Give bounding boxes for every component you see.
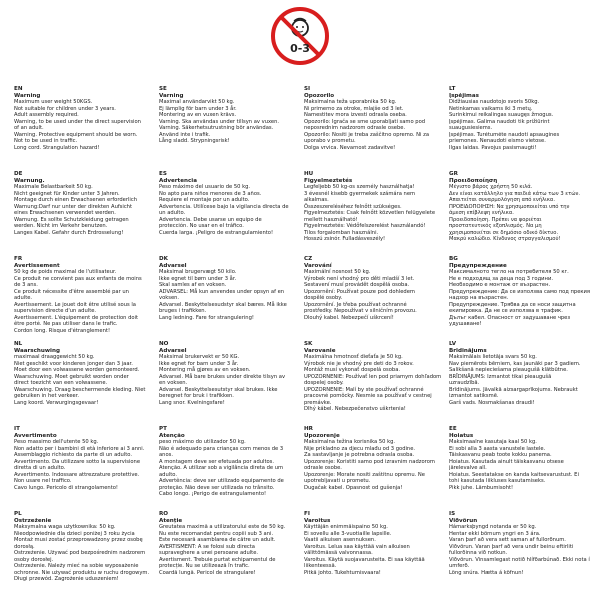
warning-text-line: No apto para niños menores de 3 años. bbox=[159, 190, 262, 197]
warning-text-line: Pikk juhe. Lämbumisoht! bbox=[449, 484, 514, 491]
warning-text-line: Za sastavljanje je potrebna odrasla osoba. bbox=[304, 452, 415, 458]
language-code: NO bbox=[159, 341, 169, 347]
warning-text-line: Coardă lungă. Pericol de strangulare! bbox=[159, 569, 256, 576]
warning-text-line: Waarschuwing. Draag beschermende kleding. Niet bbox=[14, 386, 146, 393]
warning-text-line: Необходимо е монтаж от възрастен. bbox=[449, 282, 551, 288]
warning-text-line: Löng snúra. Hætta á köfnun! bbox=[449, 569, 524, 576]
warning-text-line: Ostrzeżenie. Należy mieć na sobie wyposażenie bbox=[14, 563, 139, 569]
warning-text-line: Avertissement. Le jouet doit être utilisé sous la bbox=[14, 301, 136, 308]
warning-block-pt bbox=[159, 426, 304, 511]
warning-text-line: Nieodpowiednie dla dzieci poniżej 3 roku życia bbox=[14, 530, 135, 537]
warning-text-line: Varoitus. Leluа saa käyttää vain aikuisen bbox=[304, 543, 410, 550]
warning-text-line: Maksimālais lietotāja svars 50 kg. bbox=[449, 354, 537, 360]
warning-block-lv bbox=[449, 341, 594, 426]
warning-text-line: dorosłą. bbox=[14, 543, 35, 550]
warning-text-line: Maksimalna težina korisnika 50 kg. bbox=[304, 439, 396, 445]
language-code: HU bbox=[304, 171, 314, 177]
warning-text-line: Dugačak kabel. Opasnost od gušenja! bbox=[304, 484, 403, 491]
warning-text-line: Didžiausias naudotojo svoris 50kg. bbox=[449, 99, 540, 105]
language-code: PT bbox=[159, 426, 167, 432]
warning-text-line: Täiskasvanu peab toote kokku panema. bbox=[449, 452, 552, 458]
warning-title: Brīdinājums bbox=[449, 347, 487, 354]
warning-text-line: Long cord. Strangulation hazard! bbox=[14, 144, 100, 151]
warning-text-line: Namestitev mora izvesti odrasla oseba. bbox=[304, 112, 407, 118]
language-code: CZ bbox=[304, 256, 313, 262]
warning-title: Varoitus bbox=[304, 517, 331, 524]
warning-text-line: Montaż musi zostać przeprowadzony przez osobę bbox=[14, 537, 143, 543]
warning-text-line: prostředky. Nepoužívat v silničním provozu. bbox=[304, 308, 417, 314]
warning-text-line: Figyelmeztetés: Védőfelszerelést használandó! bbox=[304, 223, 426, 229]
warning-text-line: Maksimal brugervægt 50 kilo. bbox=[159, 269, 237, 275]
warning-text-line: Advertencia. Utilícese bajo la vigilancia directa de bbox=[159, 203, 289, 210]
warning-text-line: Warnung:Darf nur unter der direkten Aufsicht bbox=[14, 203, 132, 210]
warning-text-line: надзор на възрастен. bbox=[449, 295, 509, 301]
language-code: LV bbox=[449, 341, 457, 347]
warning-block-se bbox=[159, 86, 304, 171]
warning-text-line: Nu este recomandat pentru copiii sub 3 ani. bbox=[159, 530, 274, 537]
warning-grid bbox=[14, 86, 594, 596]
language-code: EN bbox=[14, 86, 23, 92]
warning-text-line: Vaatii aikuisen asennuksen. bbox=[304, 537, 376, 543]
language-code: IT bbox=[14, 426, 20, 432]
language-code: FI bbox=[304, 511, 310, 517]
warning-text-line: Non adatto per i bambini di età inferiore ai 3 anni. bbox=[14, 445, 145, 452]
warning-text-line: Legfeljebb 50 kg-os személy használhatja! bbox=[304, 184, 415, 190]
warning-text-line: Não é adequado para crianças com menos de 3 bbox=[159, 445, 284, 452]
warning-text-line: Výrobek není vhodný pro děti mladší 3 let. bbox=[304, 275, 415, 282]
warning-text-line: Este necesară asamblarea de către un adult. bbox=[159, 537, 276, 543]
warning-block-pl bbox=[14, 511, 159, 596]
language-code: BG bbox=[449, 256, 458, 262]
warning-text-line: Cabo longo. ¡Perigo de estrangulamento! bbox=[159, 491, 267, 497]
warning-text-line: järelevalve all. bbox=[449, 465, 487, 471]
warning-text-line: Įspėjimas. Galima naudoti tik prižiūrint bbox=[449, 118, 550, 125]
warning-text-line: Nav piemērots bērniem, kas jaunāki par 3 gadiem. bbox=[449, 360, 581, 367]
warning-text-line: Προειδοποίηση. Πρέπει να φοριέται bbox=[449, 216, 542, 223]
warning-text-line: Salikšanā nepieciešama pieaugušā klātbūtne. bbox=[449, 367, 568, 373]
warning-title: Avvertimento bbox=[14, 432, 57, 439]
language-code: HR bbox=[304, 426, 313, 432]
warning-text-line: Warnung. Es sollte Schutzkleidung getragen bbox=[14, 216, 129, 223]
warning-text-line: Ikke egnet for barn under 3 år. bbox=[159, 360, 239, 367]
warning-text-line: Non usare nel traffico. bbox=[14, 478, 72, 484]
warning-text-line: Garš vads. Nosmakšanas draudi! bbox=[449, 399, 535, 406]
warning-text-line: umferð. bbox=[449, 563, 470, 569]
age-label: 0-3 bbox=[290, 42, 310, 55]
warning-text-line: Advarsel. Beskyttelsesudstyr skal bæres. Må ikke bbox=[159, 301, 287, 308]
warning-text-line: en voksen. bbox=[159, 380, 188, 386]
warning-text-line: Nicht geeignet für Kinder unter 3 Jahren. bbox=[14, 190, 120, 197]
warning-block-es bbox=[159, 171, 304, 256]
warning-text-line: Ej lämplig för barn under 3 år. bbox=[159, 105, 237, 112]
warning-text-line: neposrednim nadzorom odrasle osebe. bbox=[304, 125, 406, 131]
warning-text-line: Ni primerno za otroke, mlajše od 3 let. bbox=[304, 105, 404, 112]
warning-text-line: Įspėjimas. Turėtumėte naudoti apsaugines bbox=[449, 131, 560, 138]
warning-text-line: Hoiatus. Kasutada ainult täiskasvanu otsese bbox=[449, 458, 564, 465]
warning-text-line: Avertissement. L'équipement de protection doit bbox=[14, 314, 139, 321]
warning-text-line: Upozornění. Je třeba používat ochranné bbox=[304, 301, 407, 308]
warning-text-line: Απαιτείται συναρμολόγηση από ενήλικα. bbox=[449, 197, 555, 203]
warning-text-line: ochronne. Nie używać produktu w ruchu drogowym. bbox=[14, 569, 150, 576]
warning-text-line: alkalmas. bbox=[304, 197, 329, 203]
warning-text-line: peso máximo do utilizador 50 kg. bbox=[159, 439, 246, 445]
not-suitable-for-children-0-3-icon bbox=[270, 6, 330, 66]
warning-text-line: werden. Nicht im Verkehr benutzen. bbox=[14, 223, 108, 229]
warning-text-line: AVERTISMENT: A se folosi sub directa bbox=[159, 543, 255, 550]
language-code: GR bbox=[449, 171, 458, 177]
language-code: FR bbox=[14, 256, 23, 262]
warning-text-line: Максималното тегло на потребителя 50 кг. bbox=[449, 269, 569, 275]
warning-text-line: Dlouhý kabel. Nebezpečí uškrcení! bbox=[304, 314, 394, 321]
warning-block-de bbox=[14, 171, 159, 256]
warning-title: Предупреждение bbox=[449, 262, 507, 269]
warning-text-line: Ikke egnet til børn under 3 år. bbox=[159, 275, 237, 282]
warning-text-line: Viðvörun. Vinsamlegast notið hlífðarbúnað. Ekki nota í bbox=[449, 556, 590, 563]
warning-text-line: de 3 ans. bbox=[14, 282, 38, 288]
warning-text-line: екипировка. Да не се използва в трафик. bbox=[449, 308, 563, 314]
warning-text-line: Montáž musí vykonať dospelá osoba. bbox=[304, 367, 401, 373]
warning-text-line: Adult assembly required. bbox=[14, 112, 79, 118]
warning-text-line: A montagem deve ser efetuada por adultos. bbox=[159, 458, 275, 465]
warning-text-line: άμεση επίβλεψη ενήλικα. bbox=[449, 210, 514, 216]
warning-title: Advarsel bbox=[159, 347, 187, 354]
warning-text-line: UPOZORNENIE: Používať len pod priamym dohľadom bbox=[304, 373, 442, 380]
warning-text-line: Ei sobi alla 3 aasta vanustele lastele. bbox=[449, 445, 546, 452]
warning-text-line: Maximale Belastbarkeit 50 kg. bbox=[14, 184, 93, 190]
warning-text-line: Dlhý kábel. Nebezpečenstvo uškrtenia! bbox=[304, 406, 406, 412]
warning-title: Προειδοποίηση bbox=[449, 177, 498, 184]
warning-block-gr bbox=[449, 171, 594, 256]
language-code: DK bbox=[159, 256, 168, 262]
warning-text-line: välittömässä valvonnassa. bbox=[304, 550, 373, 556]
language-code: SK bbox=[304, 341, 313, 347]
language-code: SI bbox=[304, 86, 311, 92]
warning-text-line: Langes Kabel. Gefahr durch Erdrosselung! bbox=[14, 229, 124, 236]
warning-text-line: odrasle osobe. bbox=[304, 465, 342, 471]
warning-title: Warning bbox=[14, 92, 41, 99]
warning-text-line: Maksimaalne kasutaja kaal 50 kg. bbox=[449, 439, 537, 445]
warning-text-line: χρησιμοποιείται σε δημόσιο οδικό δίκτυο. bbox=[449, 229, 559, 236]
warning-text-line: Advarsel. Må bare brukes under direkte tilsyn av bbox=[159, 373, 286, 380]
warning-text-line: Varan þarf að vera sett saman af fullorðnum. bbox=[449, 537, 566, 543]
warning-text-line: dospělé osoby. bbox=[304, 295, 343, 301]
warning-block-hr bbox=[304, 426, 449, 511]
warning-text-line: pracovné pomôcky. Nesmie sa používať v cestnej bbox=[304, 393, 432, 399]
warning-text-line: Avvertimento. Da utilizzare sotto la supervisione bbox=[14, 458, 141, 465]
warning-text-line: Opozorilo: Nositi je treba zaščitno opremo. Ni za bbox=[304, 131, 430, 138]
warning-text-line: Sestavení musí provádět dospělá osoba. bbox=[304, 282, 410, 288]
warning-block-bg bbox=[449, 256, 594, 341]
warning-block-si bbox=[304, 86, 449, 171]
warning-text-line: Opozorilo: Igrača se sme uporabljati samo pod bbox=[304, 118, 426, 125]
warning-title: Warnung. bbox=[14, 177, 45, 184]
warning-title: Upozorenje bbox=[304, 432, 340, 439]
warning-text-line: Maksymalna waga użytkownika: 50 kg. bbox=[14, 524, 116, 530]
warning-text-line: Atenção. A utilizar sob a vigilância direta de um bbox=[159, 465, 284, 471]
warning-text-line: Hentar ekki börnum yngri en 3 ára. bbox=[449, 530, 541, 537]
warning-text-line: protección. No usar en el tráfico. bbox=[159, 223, 244, 229]
warning-title: Opozorilo bbox=[304, 92, 335, 99]
warning-title: Viðvörun bbox=[449, 517, 478, 524]
warning-text-line: Käyttäjän enimmäispaino 50 kg. bbox=[304, 524, 388, 530]
warning-text-line: Hámarksþyngd notanda er 50 kg. bbox=[449, 524, 537, 530]
age-warning-icon bbox=[270, 6, 330, 66]
warning-text-line: Niet geschikt voor kinderen jonger dan 3 jaar. bbox=[14, 360, 133, 367]
warning-title: Figyelmeztetés bbox=[304, 177, 353, 184]
warning-block-hu bbox=[304, 171, 449, 256]
warning-text-line: upotrebljavati u prometu. bbox=[304, 478, 371, 484]
warning-text-line: προστατευτικός εξοπλισμός. Να μη bbox=[449, 223, 542, 229]
warning-text-line: Не е подходящ за деца под 3 години. bbox=[449, 275, 553, 282]
warning-text-line: Maximum user weight 50KGS. bbox=[14, 99, 93, 105]
warning-text-line: Montering må gjøres av en voksen. bbox=[159, 367, 251, 373]
warning-text-line: Warning, to be used under the direct supervision bbox=[14, 118, 141, 125]
warning-text-line: Varning. Säkerhetsutrustning bör användas. bbox=[159, 125, 274, 131]
warning-title: Advertencia bbox=[159, 177, 197, 184]
warning-text-line: Avertisment. Trebuie purtat echipamentul de bbox=[159, 556, 276, 563]
warning-text-line: Requiere el montaje por un adulto. bbox=[159, 197, 250, 203]
warning-text-line: Dolga vrvica. Nevarnost zadavitve! bbox=[304, 144, 396, 151]
warning-block-dk bbox=[159, 256, 304, 341]
language-code: SE bbox=[159, 86, 167, 92]
warning-block-it bbox=[14, 426, 159, 511]
warning-text-line: Maksimalna teža uporabnika 50 kg. bbox=[304, 99, 397, 105]
warning-text-line: Ei sovellu alle 3-vuotiaille lapsille. bbox=[304, 530, 392, 537]
warning-text-line: of an adult. bbox=[14, 125, 44, 131]
warning-text-line: Peso massimo dell'utente 50 kg. bbox=[14, 439, 99, 445]
warning-block-en bbox=[14, 86, 159, 171]
warning-text-line: Upozornění: Používat pouze pod dohledem bbox=[304, 288, 415, 295]
warning-text-line: Avvertimento. Indossare attrezzature protettive. bbox=[14, 471, 140, 478]
warning-text-line: Cavo lungo. Pericolo di strangolamento! bbox=[14, 484, 119, 491]
warning-text-line: proteção. Não deve ser utilizada no trânsito. bbox=[159, 484, 275, 491]
warning-text-line: Använd inte i trafik. bbox=[159, 131, 211, 138]
warning-text-line: Advertencia. Debe usarse un equipo de bbox=[159, 216, 262, 223]
warning-text-line: priemones. Nenaudoti eismo vietose. bbox=[449, 138, 546, 144]
warning-text-line: dospelej osoby. bbox=[304, 380, 344, 386]
warning-text-line: premávke. bbox=[304, 399, 332, 406]
warning-text-line: Pitkä johto. Tukehtumisvaara! bbox=[304, 569, 381, 576]
warning-text-line: être porté. Ne pas utiliser dans le trafic. bbox=[14, 321, 118, 327]
warning-text-line: Netinkamas vaikams iki 3 metų. bbox=[449, 105, 533, 112]
warning-text-line: un adulto. bbox=[159, 210, 186, 216]
language-code: NL bbox=[14, 341, 23, 347]
warning-title: Varování bbox=[304, 262, 332, 269]
warning-text-line: Figyelmeztetés: Csak felnőtt közvetlen felügyelete bbox=[304, 210, 436, 216]
warning-text-line: Lang snor. Kvelningsfare! bbox=[159, 399, 225, 406]
warning-title: Atenção bbox=[159, 432, 185, 439]
warning-title: Avertissement bbox=[14, 262, 60, 269]
warning-text-line: Μέγιστο βάρος χρήστη 50 κιλά. bbox=[449, 184, 533, 190]
warning-text-line: Ilgas laidas. Pavojus pasismaugti! bbox=[449, 144, 537, 151]
warning-text-line: Długi przewód. Zagrożenie uduszeniem! bbox=[14, 576, 119, 582]
warning-text-line: Viðvörun. Varan þarf að vera undir beinu eftirliti bbox=[449, 543, 574, 550]
warning-title: Varning bbox=[159, 92, 184, 99]
child-eye-right bbox=[302, 26, 304, 28]
warning-text-line: Maksimal brukervekt er 50 KG. bbox=[159, 354, 240, 360]
warning-text-line: Not suitable for children under 3 years. bbox=[14, 105, 116, 112]
warning-text-line: Montering av en vuxen krävs. bbox=[159, 112, 237, 118]
warning-text-line: supraveghere a unei persoane adulte. bbox=[159, 550, 259, 556]
warning-text-line: Lang ledning. Fare for strangulering! bbox=[159, 314, 254, 321]
warning-text-line: uporabo v prometu. bbox=[304, 138, 356, 144]
warning-text-line: Brīdinājums. Jāvalkā aizsargaprīkojums. Nebraukt bbox=[449, 386, 578, 393]
warning-text-line: voksen. bbox=[159, 295, 180, 301]
warning-text-line: Advarsel. Beskyttelsesutstyr skal brukes. Ikke bbox=[159, 386, 278, 393]
warning-block-ro bbox=[159, 511, 304, 596]
warning-text-line: suaugusiesiems. bbox=[449, 125, 493, 131]
warning-text-line: Varning. Ska användas under tillsyn av vuxen. bbox=[159, 118, 280, 125]
warning-text-line: Waarschuwing. Moet gebruikt worden onder bbox=[14, 373, 129, 380]
warning-block-fr bbox=[14, 256, 159, 341]
warning-text-line: BRĪDINĀJUMS: Izmantot tikai pieaugušā bbox=[449, 373, 552, 380]
warning-text-line: Skal samles af en voksen. bbox=[159, 282, 227, 288]
warning-text-line: Cuerda larga. ¡Peligro de estrangulamiento! bbox=[159, 229, 274, 236]
warning-text-line: Hoiatus. Seestatakse on kanda kaitsevarustust. Ei bbox=[449, 471, 579, 478]
warning-title: Varovanie bbox=[304, 347, 336, 354]
child-eye-left bbox=[296, 26, 298, 28]
warning-title: Hoiatus bbox=[449, 432, 474, 439]
warning-text-line: gebruiken in het verkeer. bbox=[14, 393, 80, 399]
warning-text-line: direct toezicht van een volwassene. bbox=[14, 380, 108, 386]
warning-text-line: UPOZORNENIE: Malí by ste používať ochranné bbox=[304, 386, 424, 393]
warning-text-line: eines Erwachsenen verwendet werden. bbox=[14, 210, 116, 216]
warning-text-line: supervision directe d'un adulte. bbox=[14, 308, 97, 314]
warning-text-line: Peso máximo del usuario de 50 kg. bbox=[159, 184, 251, 190]
warning-text-line: ADVARSEL: Må kun anvendes under opsyn af en bbox=[159, 288, 285, 295]
warning-text-line: mellett használható! bbox=[304, 216, 358, 223]
warning-text-line: ΠΡΟΕΙΔΟΠΟΙΗΣΗ: Να χρησιμοποιείται υπό την bbox=[449, 203, 570, 210]
warning-block-fi bbox=[304, 511, 449, 596]
warning-text-line: Maximální nosnost 50 kg. bbox=[304, 269, 371, 275]
warning-text-line: Výrobok nie je vhodný pre deti do 3 rokov. bbox=[304, 360, 414, 367]
warning-text-line: Összeszereléséhez felnőtt szükséges. bbox=[304, 203, 402, 210]
language-code: EE bbox=[449, 426, 457, 432]
language-code: LT bbox=[449, 86, 456, 92]
warning-block-sk bbox=[304, 341, 449, 426]
warning-text-line: Upozorenje: Koristiti samo pod izravnim nadzorom bbox=[304, 458, 435, 465]
warning-text-line: Advertência: deve ser utilizado equipamento de bbox=[159, 478, 284, 484]
warning-text-line: 3 évesnél kisebb gyermekek számára nem bbox=[304, 190, 416, 197]
warning-text-line: adulto. bbox=[159, 471, 177, 478]
warning-text-line: tohi kasutada liikluses kasutamiseks. bbox=[449, 478, 546, 484]
warning-text-line: Maximálna hmotnosť dieťaťa je 50 kg. bbox=[304, 354, 403, 360]
language-code: DE bbox=[14, 171, 23, 177]
warning-text-line: uzraudzībā. bbox=[449, 380, 480, 386]
warning-text-line: Дълъг кабел. Опасност от задушаване чрез bbox=[449, 314, 571, 321]
warning-text-line: Greutatea maximă a utilizatorului este de 50 kg. bbox=[159, 524, 286, 530]
warning-text-line: fullorðinna við notkun. bbox=[449, 550, 508, 556]
warning-text-line: Tilos forgalomban használni. bbox=[304, 229, 379, 236]
warning-text-line: adulte. bbox=[14, 295, 33, 301]
warning-text-line: anos. bbox=[159, 452, 173, 458]
warning-text-line: Ce produit nécessite d'être assemblé par un bbox=[14, 288, 129, 295]
warning-block-nl bbox=[14, 341, 159, 426]
language-code: IS bbox=[449, 511, 456, 517]
warning-text-line: Hosszú zsinór. Fulladásveszély! bbox=[304, 236, 386, 242]
warning-block-lt bbox=[449, 86, 594, 171]
warning-text-line: 50 kg de poids maximal de l'utilisateur. bbox=[14, 269, 117, 275]
warning-text-line: osoby dorosłej. bbox=[14, 556, 54, 563]
language-code: PL bbox=[14, 511, 22, 517]
warning-title: Ostrzeżenie bbox=[14, 517, 52, 524]
warning-text-line: bruges i trafikken. bbox=[159, 308, 207, 314]
warning-text-line: Ostrzeżenie. Używać pod bezpośrednim nadzorem bbox=[14, 550, 146, 556]
warning-text-line: Warning. Protective equipment should be worn. bbox=[14, 131, 138, 138]
warning-text-line: Lang koord. Verwurgingsgevaar! bbox=[14, 399, 99, 406]
warning-text-line: Δεν είναι κατάλληλο για παιδιά κάτω των 3 ετών. bbox=[449, 190, 581, 197]
warning-text-line: Varoitus. Käytä suojavarusteita. Ei saa käyttää bbox=[304, 556, 425, 563]
warning-text-line: Assemblaggio richiesto da parte di un adulto. bbox=[14, 452, 133, 458]
warning-text-line: maximaal draaggewicht 50 kg. bbox=[14, 354, 95, 360]
warning-text-line: Μακρύ καλώδιο. Κίνδυνος στραγγαλισμού! bbox=[449, 236, 561, 242]
warning-text-line: Предупреждение: Да се използва само под прекия bbox=[449, 288, 591, 295]
warning-text-line: Moet door een volwassene worden gemonteerd. bbox=[14, 367, 140, 373]
warning-text-line: Not to be used in traffic. bbox=[14, 138, 78, 144]
warning-text-line: izmantot satiksmē. bbox=[449, 393, 499, 399]
warning-block-no bbox=[159, 341, 304, 426]
warning-text-line: diretta di un adulto. bbox=[14, 465, 66, 471]
warning-text-line: Montage durch einen Erwachsenen erforderlich bbox=[14, 197, 138, 203]
warning-text-line: Nije prikladno za djecu mlađu od 3 godine. bbox=[304, 445, 416, 452]
warning-block-cz bbox=[304, 256, 449, 341]
warning-text-line: Lång sladd. Strypningsrisk! bbox=[159, 138, 230, 144]
warning-text-line: beregnet for bruk i trafikken. bbox=[159, 393, 234, 399]
warning-text-line: Ce produit ne convient pas aux enfants de moins bbox=[14, 275, 142, 282]
warning-block-ee bbox=[449, 426, 594, 511]
warning-text-line: liikenteessä. bbox=[304, 563, 337, 569]
language-code: RO bbox=[159, 511, 169, 517]
warning-title: Atenție bbox=[159, 517, 183, 524]
warning-text-line: Cordon long. Risque d'étranglement! bbox=[14, 327, 111, 334]
warning-title: Įspėjimas bbox=[449, 92, 479, 99]
warning-title: Advarsel bbox=[159, 262, 187, 269]
warning-text-line: Maximal användarvikt 50 kg. bbox=[159, 99, 235, 105]
warning-text-line: Предупреждение. Трябва да се носи защитна bbox=[449, 301, 576, 308]
warning-title: Waarschuwing bbox=[14, 347, 60, 354]
warning-text-line: удушаване! bbox=[449, 321, 482, 327]
warning-text-line: protecție. Nu se utilizează în trafic. bbox=[159, 563, 250, 569]
language-code: ES bbox=[159, 171, 167, 177]
warning-block-is bbox=[449, 511, 594, 596]
warning-text-line: Upozorenje: Morate nositi zaštitnu opremu. Ne bbox=[304, 471, 425, 478]
warning-text-line: Surinkimui reikalingas suaugęs žmogus. bbox=[449, 112, 554, 118]
